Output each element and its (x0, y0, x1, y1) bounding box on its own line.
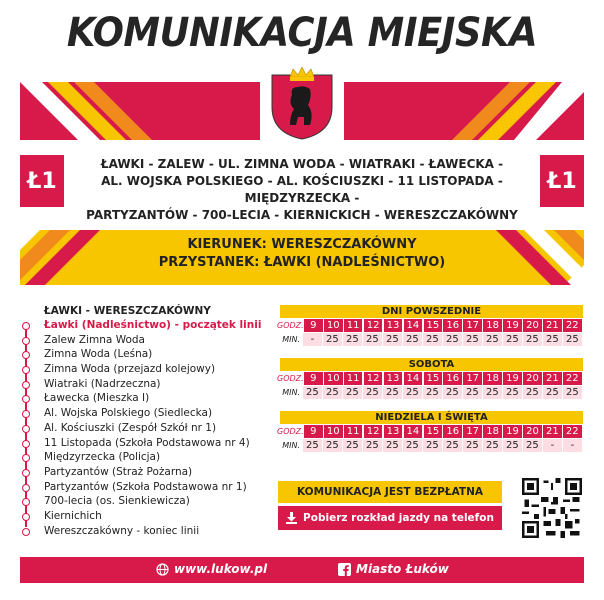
hours-label: GODZ. (277, 321, 304, 330)
minute-cell: 25 (523, 333, 542, 346)
minute-cell: 25 (363, 439, 382, 452)
stop-label: PRZYSTANEK: ŁAWKI (NADLEŚNICTWO) (158, 255, 446, 270)
stop-item (44, 377, 270, 392)
hour-cell: 19 (503, 319, 522, 332)
hour-cell: 14 (404, 425, 423, 438)
timetable-section (277, 411, 583, 452)
stop-name: Partyzantów (Szkoła Podstawowa nr 1) (44, 480, 247, 493)
minute-cell: - (563, 439, 582, 452)
stop-dot-icon (22, 351, 30, 359)
minute-cell: 25 (443, 386, 462, 399)
minute-cell: 25 (403, 439, 422, 452)
stop-dot-icon (22, 337, 30, 345)
stop-item (44, 465, 270, 480)
hour-cell: 22 (563, 372, 582, 385)
stop-dot-icon (22, 513, 30, 521)
stop-name: 11 Listopada (Szkoła Podstawowa nr 4) (44, 436, 250, 449)
hour-cell: 10 (324, 372, 343, 385)
minute-cell: 25 (463, 386, 482, 399)
minutes-label: MIN. (282, 335, 301, 344)
stop-item (44, 406, 270, 421)
hour-cell: 9 (304, 425, 323, 438)
minute-cell: 25 (523, 439, 542, 452)
stop-dot-icon (22, 425, 30, 433)
line-badge-right: Ł1 (540, 155, 584, 207)
stop-item (44, 509, 270, 524)
minute-cell: 25 (543, 333, 562, 346)
stops-list (20, 305, 270, 538)
stop-item (44, 450, 270, 465)
facebook-icon (338, 563, 351, 576)
stop-name: Zimna Woda (Leśna) (44, 348, 153, 361)
minute-cell: 25 (403, 333, 422, 346)
stop-name: Wereszczakówny - koniec linii (44, 524, 200, 537)
hour-cell: 13 (384, 319, 403, 332)
stop-dot-icon (22, 469, 30, 477)
timetable-title: NIEDZIELA I ŚWIĘTA (280, 411, 583, 424)
stop-dot-icon (22, 498, 30, 506)
minute-cell: 25 (483, 333, 502, 346)
hour-cell: 15 (424, 319, 443, 332)
hours-label: GODZ. (277, 374, 304, 383)
stop-name: Al. Wojska Polskiego (Siedlecka) (44, 407, 213, 420)
stop-name: Ławki (Nadleśnictwo) - początek linii (44, 319, 262, 331)
minutes-label: MIN. (282, 441, 301, 450)
hour-cell: 17 (463, 372, 482, 385)
minute-cell: 25 (463, 439, 482, 452)
stop-item (44, 362, 270, 377)
hour-cell: 12 (364, 425, 383, 438)
line-badge-left: Ł1 (20, 155, 64, 207)
route-line: PARTYZANTÓW - 700-LECIA - KIERNICKICH - WERESZCZAKÓWNY (86, 208, 518, 222)
minute-cell: 25 (323, 386, 342, 399)
stop-item (44, 436, 270, 451)
footer-bar (20, 557, 584, 583)
minute-cell: 25 (343, 386, 362, 399)
minute-cell: 25 (323, 333, 342, 346)
stop-item (44, 494, 270, 509)
hour-cell: 9 (304, 319, 323, 332)
minute-cell: 25 (503, 333, 522, 346)
hour-cell: 17 (463, 319, 482, 332)
route-description (80, 156, 524, 224)
stop-dot-icon (22, 322, 30, 330)
hour-cell: 18 (483, 372, 502, 385)
stop-name: Wiatraki (Nadrzeczna) (44, 377, 161, 390)
minute-cell: 25 (363, 333, 382, 346)
free-transport-badge: KOMUNIKACJA JEST BEZPŁATNA (278, 481, 502, 503)
stop-dot-icon (22, 366, 30, 374)
facebook-link[interactable] (338, 562, 449, 576)
hour-cell: 10 (324, 319, 343, 332)
stop-dot-icon (22, 395, 30, 403)
stop-dot-icon (22, 454, 30, 462)
hour-cell: 19 (503, 372, 522, 385)
qr-code-icon[interactable] (522, 478, 582, 538)
minute-cell: 25 (483, 439, 502, 452)
stop-name: Międzyrzecka (Policja) (44, 451, 161, 464)
hour-cell: 11 (344, 319, 363, 332)
minute-cell: 25 (343, 439, 362, 452)
minute-cell: 25 (463, 333, 482, 346)
minute-cell: 25 (403, 386, 422, 399)
minutes-row (277, 439, 583, 452)
minute-cell: 25 (323, 439, 342, 452)
hour-cell: 18 (483, 425, 502, 438)
route-line: ŁAWKI - ZALEW - UL. ZIMNA WODA - WIATRAKI - ŁAWECKA - (100, 157, 504, 171)
stop-dot-icon (22, 381, 30, 389)
stop-item (44, 391, 270, 406)
hours-row (277, 372, 583, 385)
minute-cell: 25 (563, 333, 582, 346)
minutes-row (277, 386, 583, 399)
hour-cell: 12 (364, 319, 383, 332)
route-line: AL. WOJSKA POLSKIEGO - AL. KOŚCIUSZKI - 11 LISTOPADA - MIĘDZYRZECKA - (101, 174, 503, 205)
stop-item (44, 318, 270, 333)
timetable-title: SOBOTA (280, 358, 583, 371)
hour-cell: 16 (443, 425, 462, 438)
stop-name: Zalew Zimna Woda (44, 333, 145, 346)
stop-dot-icon (22, 440, 30, 448)
hour-cell: 14 (404, 319, 423, 332)
timetable-section (277, 305, 583, 346)
website-label: www.lukow.pl (174, 562, 268, 576)
page-title: KOMUNIKACJA MIEJSKA (66, 10, 538, 56)
minute-cell: - (303, 333, 322, 346)
minute-cell: 25 (423, 333, 442, 346)
minute-cell: 25 (483, 386, 502, 399)
minute-cell: 25 (503, 386, 522, 399)
minute-cell: 25 (523, 386, 542, 399)
stop-dot-icon (22, 484, 30, 492)
minute-cell: 25 (303, 439, 322, 452)
hour-cell: 13 (384, 372, 403, 385)
hour-cell: 12 (364, 372, 383, 385)
stop-item (44, 480, 270, 495)
website-link[interactable] (156, 562, 267, 576)
hour-cell: 21 (543, 319, 562, 332)
hour-cell: 22 (563, 425, 582, 438)
stop-name: Kiernichich (44, 509, 102, 522)
minute-cell: - (543, 439, 562, 452)
download-icon (286, 512, 297, 524)
download-timetable-button[interactable] (278, 506, 502, 530)
stop-dot-icon (22, 410, 30, 418)
timetable-section (277, 358, 583, 399)
hour-cell: 14 (404, 372, 423, 385)
stop-name: Partyzantów (Straż Pożarna) (44, 465, 193, 478)
hour-cell: 16 (443, 372, 462, 385)
hour-cell: 15 (424, 372, 443, 385)
hour-cell: 21 (543, 372, 562, 385)
minute-cell: 25 (423, 439, 442, 452)
hours-row (277, 319, 583, 332)
hour-cell: 20 (523, 319, 542, 332)
minutes-row (277, 333, 583, 346)
hour-cell: 19 (503, 425, 522, 438)
minute-cell: 25 (343, 333, 362, 346)
city-crest-icon (266, 67, 338, 141)
stop-name: Al. Kościuszki (Zespół Szkół nr 1) (44, 421, 217, 434)
hour-cell: 10 (324, 425, 343, 438)
minute-cell: 25 (443, 439, 462, 452)
minute-cell: 25 (363, 386, 382, 399)
hour-cell: 21 (543, 425, 562, 438)
minute-cell: 25 (563, 386, 582, 399)
hour-cell: 22 (563, 319, 582, 332)
direction-label: KIERUNEK: WERESZCZAKÓWNY (187, 237, 417, 252)
hour-cell: 17 (463, 425, 482, 438)
stop-item (44, 333, 270, 348)
hour-cell: 9 (304, 372, 323, 385)
hour-cell: 16 (443, 319, 462, 332)
stop-item (44, 421, 270, 436)
minute-cell: 25 (303, 386, 322, 399)
hour-cell: 13 (384, 425, 403, 438)
globe-icon (156, 563, 169, 576)
stop-item (44, 524, 270, 539)
minute-cell: 25 (383, 333, 402, 346)
minutes-label: MIN. (282, 388, 301, 397)
stop-name: 700-lecia (os. Sienkiewicza) (44, 495, 190, 508)
stop-dot-icon (22, 528, 30, 536)
facebook-label: Miasto Łuków (356, 562, 449, 576)
stop-name: Ławecka (Mieszka I) (44, 392, 150, 405)
minute-cell: 25 (383, 439, 402, 452)
minute-cell: 25 (443, 333, 462, 346)
minute-cell: 25 (423, 386, 442, 399)
minute-cell: 25 (503, 439, 522, 452)
hour-cell: 15 (424, 425, 443, 438)
download-label: Pobierz rozkład jazdy na telefon (303, 512, 494, 524)
hour-cell: 20 (523, 425, 542, 438)
stop-name: Zimna Woda (przejazd kolejowy) (44, 363, 216, 376)
hour-cell: 11 (344, 372, 363, 385)
hour-cell: 20 (523, 372, 542, 385)
stop-item (44, 347, 270, 362)
minute-cell: 25 (383, 386, 402, 399)
direction-info (20, 236, 584, 272)
hours-label: GODZ. (277, 427, 304, 436)
hour-cell: 11 (344, 425, 363, 438)
minute-cell: 25 (543, 386, 562, 399)
hour-cell: 18 (483, 319, 502, 332)
hours-row (277, 425, 583, 438)
stops-title: ŁAWKI - WERESZCZAKÓWNY (44, 305, 211, 317)
timetable-title: DNI POWSZEDNIE (280, 305, 583, 318)
